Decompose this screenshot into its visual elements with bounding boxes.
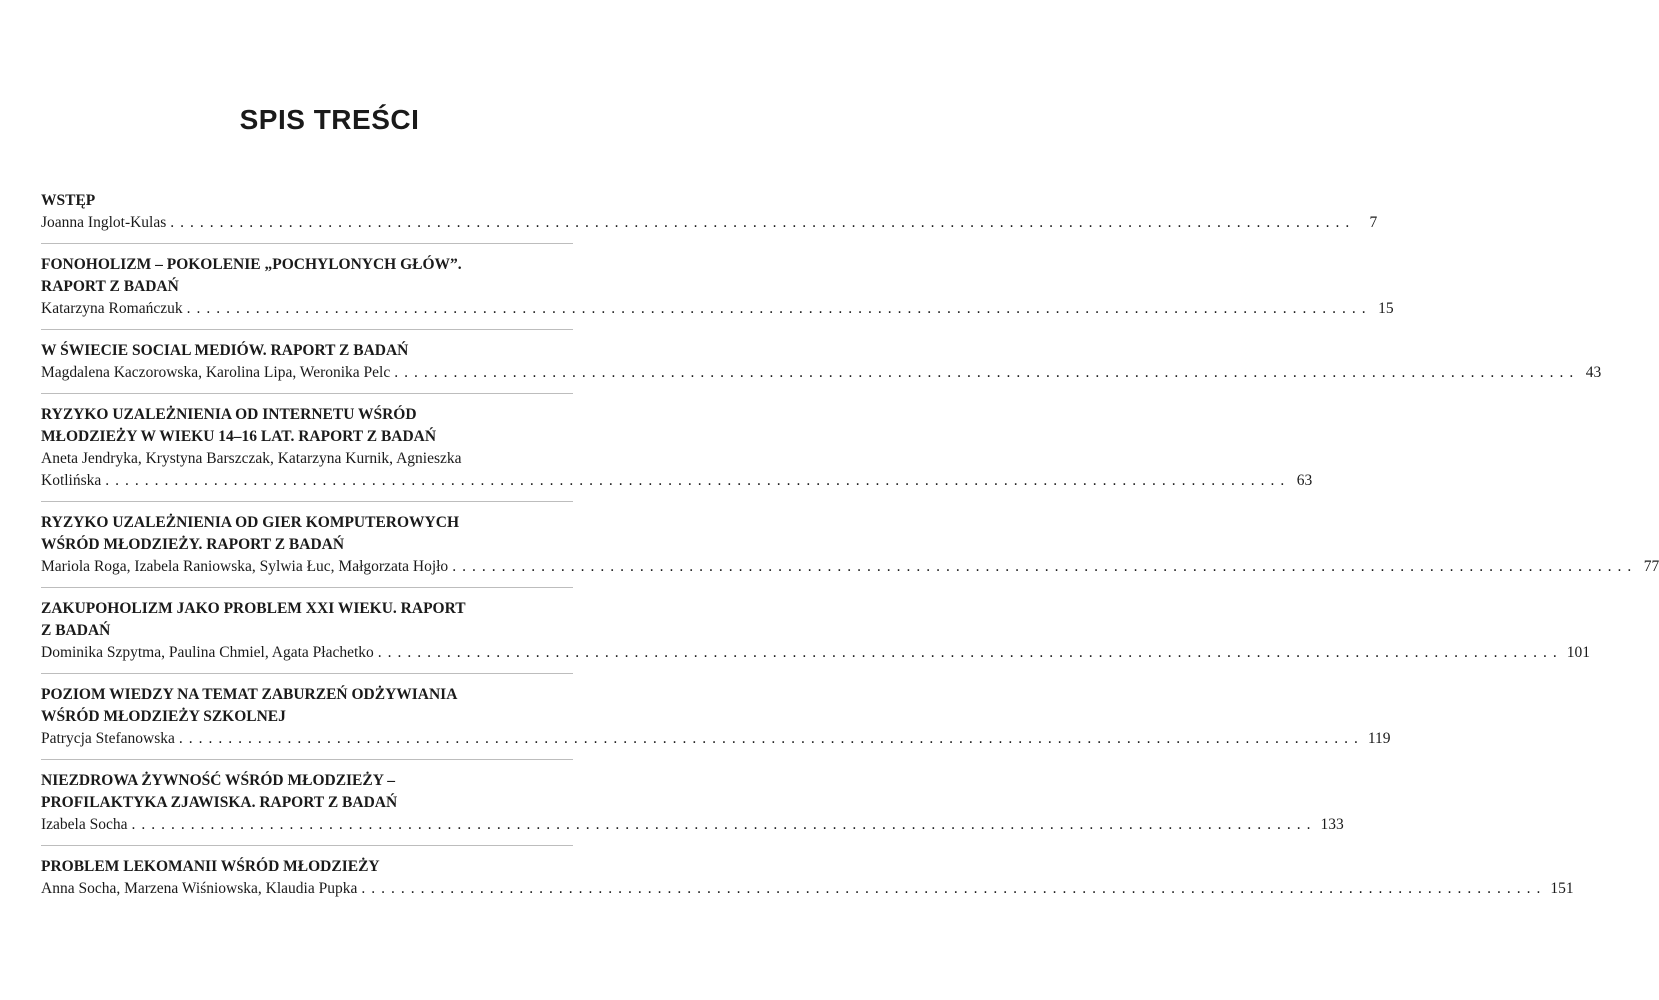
entry-title-line: WSTĘP <box>41 192 96 209</box>
dot-leader: ........................................................................................................................ <box>105 472 1291 489</box>
entry-title-line: WŚRÓD MŁODZIEŻY. RAPORT Z BADAŃ <box>41 536 345 553</box>
entry-authors: Magdalena Kaczorowska, Karolina Lipa, Weronika Pelc <box>41 364 391 381</box>
entry-title <box>41 512 573 556</box>
entry-title-line: FONOHOLIZM – POKOLENIE „POCHYLONYCH GŁÓW”. <box>41 256 462 273</box>
toc-entry-drug-abuse <box>41 856 1574 909</box>
page-number: 7 <box>1369 214 1378 231</box>
dot-leader: ........................................................................................................................ <box>361 880 1547 897</box>
leader-line <box>41 642 1591 664</box>
page-title: SPIS TREŚCI <box>239 104 420 135</box>
leader-line <box>41 728 1391 750</box>
entry-title-line: W ŚWIECIE SOCIAL MEDIÓW. RAPORT Z BADAŃ <box>41 342 409 359</box>
entry-authors: Patrycja Stefanowska <box>41 730 175 747</box>
leader-line <box>41 298 1394 320</box>
page-number: 119 <box>1367 730 1391 747</box>
entry-title-line: NIEZDROWA ŻYWNOŚĆ WŚRÓD MŁODZIEŻY – <box>41 772 395 789</box>
toc-entry-introduction <box>41 190 1378 244</box>
toc-entry-eating-disorders <box>41 684 1391 760</box>
toc-entry-unhealthy-food <box>41 770 1344 846</box>
leader-line <box>41 878 1574 900</box>
dot-leader: ........................................................................................................................ <box>170 214 1356 231</box>
entry-authors: Anna Socha, Marzena Wiśniowska, Klaudia Pupka <box>41 880 358 897</box>
entry-authors: Katarzyna Romańczuk <box>41 300 183 317</box>
table-of-contents <box>41 190 1659 919</box>
page-number: 15 <box>1378 300 1394 317</box>
leader-line <box>41 212 1378 234</box>
toc-entry-social-media <box>41 340 1602 394</box>
entry-title <box>41 254 573 298</box>
entry-title <box>41 684 573 728</box>
dot-leader: ........................................................................................................................ <box>186 300 1372 317</box>
toc-entry-shopaholism <box>41 598 1591 674</box>
entry-title-line: RYZYKO UZALEŻNIENIA OD GIER KOMPUTEROWYCH <box>41 514 460 531</box>
dot-leader: ........................................................................................................................ <box>131 816 1317 833</box>
dot-leader: ........................................................................................................................ <box>178 730 1364 747</box>
entry-title-line: ZAKUPOHOLIZM JAKO PROBLEM XXI WIEKU. RAPORT <box>41 600 466 617</box>
dot-leader: ........................................................................................................................ <box>377 644 1563 661</box>
entry-title <box>41 770 573 814</box>
page-number: 133 <box>1320 816 1344 833</box>
toc-entry-game-addiction <box>41 512 1659 588</box>
entry-title-line: Z BADAŃ <box>41 622 111 639</box>
leader-line <box>41 362 1602 384</box>
entry-authors: Dominika Szpytma, Paulina Chmiel, Agata Płachetko <box>41 644 374 661</box>
dot-leader: ........................................................................................................................ <box>394 364 1580 381</box>
entry-title-line: WŚRÓD MŁODZIEŻY SZKOLNEJ <box>41 708 286 725</box>
page-number: 43 <box>1585 364 1602 381</box>
page-number: 63 <box>1296 472 1313 489</box>
entry-title <box>41 340 573 362</box>
entry-authors: Mariola Roga, Izabela Raniowska, Sylwia Łuc, Małgorzata Hojło <box>41 558 449 575</box>
entry-title-line: POZIOM WIEDZY NA TEMAT ZABURZEŃ ODŻYWIANIA <box>41 686 458 703</box>
entry-title <box>41 598 573 642</box>
entry-title <box>41 856 573 878</box>
leader-line <box>41 814 1344 836</box>
entry-authors: Izabela Socha <box>41 816 128 833</box>
leader-line <box>41 556 1659 578</box>
entry-title-line: MŁODZIEŻY W WIEKU 14–16 LAT. RAPORT Z BADAŃ <box>41 428 437 445</box>
entry-title <box>41 190 573 212</box>
entry-authors: Kotlińska <box>41 472 102 489</box>
entry-title-line: PROFILAKTYKA ZJAWISKA. RAPORT Z BADAŃ <box>41 794 398 811</box>
entry-authors-first-line: Aneta Jendryka, Krystyna Barszczak, Katarzyna Kurnik, Agnieszka <box>41 450 462 467</box>
toc-entry-internet-addiction <box>41 404 1313 502</box>
entry-title-line: RYZYKO UZALEŻNIENIA OD INTERNETU WŚRÓD <box>41 406 417 423</box>
page-number: 101 <box>1566 644 1591 661</box>
leader-line <box>41 470 1313 492</box>
toc-entry-phonoholism <box>41 254 1394 330</box>
page-number: 151 <box>1550 880 1574 897</box>
entry-title <box>41 404 573 448</box>
entry-title-line: RAPORT Z BADAŃ <box>41 278 179 295</box>
dot-leader: ........................................................................................................................ <box>452 558 1638 575</box>
page-number: 77 <box>1643 558 1659 575</box>
entry-authors: Joanna Inglot-Kulas <box>41 214 167 231</box>
entry-title-line: PROBLEM LEKOMANII WŚRÓD MŁODZIEŻY <box>41 858 380 875</box>
